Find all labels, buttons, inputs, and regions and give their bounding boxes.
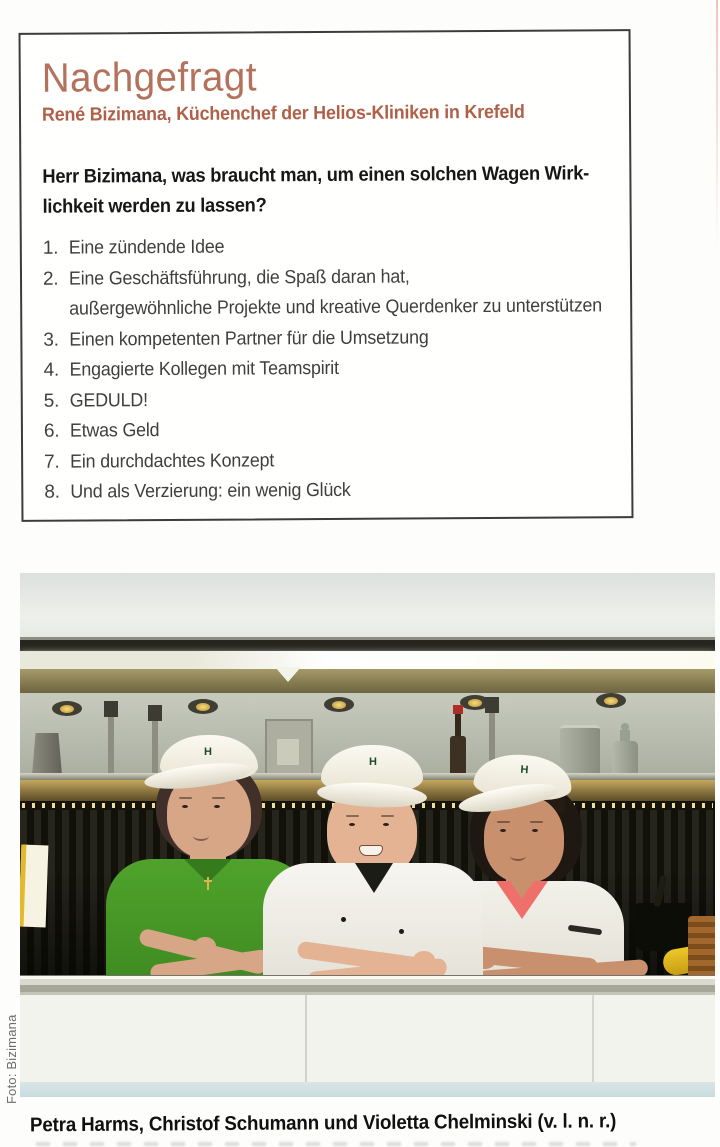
photo-hood-band (20, 669, 715, 693)
list-item (44, 413, 631, 447)
list-item-number: 5. (43, 390, 60, 412)
page-subtitle (42, 100, 629, 128)
list-item-text: Etwas Geld (69, 420, 160, 442)
list-item-number: 7. (44, 451, 60, 473)
list-item-text: GEDULD! (69, 389, 148, 412)
list-item-number: 8. (44, 481, 60, 503)
jacket-button (399, 929, 404, 934)
list-item-text: Und als Verzierung: ein wenig Glück (70, 479, 351, 503)
list-item-number: 6. (43, 420, 60, 442)
page-title (42, 51, 629, 101)
kitchen-team-photo (20, 573, 715, 1097)
scan-edge-artifact (716, 0, 718, 250)
prop-black-pot (635, 903, 691, 951)
downlight-icon (324, 697, 354, 712)
helios-cap-logo: H (204, 746, 212, 758)
list-item-text: Einen kompetenten Partner für die Umsetzung (69, 326, 429, 351)
list-item (44, 444, 631, 478)
question-line-2: lichkeit werden zu lassen? (42, 194, 267, 218)
photo-caption (30, 1108, 710, 1139)
photo-counter-base (20, 1082, 715, 1097)
photo-hood-reflection (275, 667, 301, 682)
interview-question (42, 158, 629, 222)
helios-cap-logo: H (520, 763, 529, 777)
counter-seam (592, 995, 594, 1082)
prop-menu-card (20, 845, 48, 928)
page-title-text: Nachgefragt (41, 53, 258, 101)
photo-caption-text: Petra Harms, Christof Schumann und Violetta Chelminski (v. l. n. r.) (29, 1110, 617, 1137)
cropped-text-hint (36, 1142, 636, 1146)
list-item (44, 474, 631, 508)
cross-necklace-icon (207, 877, 209, 890)
hand (413, 951, 435, 969)
list-item (43, 352, 630, 386)
photo-credit: Foto: Bizimana (4, 1014, 19, 1104)
list-item-number: 2. (42, 268, 59, 290)
question-line-1: Herr Bizimana, was braucht man, um einen solchen Wagen Wirk- (42, 162, 589, 188)
photo-wall (20, 573, 715, 637)
downlight-icon (596, 693, 626, 708)
hand (194, 937, 216, 955)
jacket-button (341, 917, 346, 922)
helios-cap-logo: H (369, 756, 377, 768)
photo-hood-slot (20, 637, 715, 651)
person-christof-schumann (263, 745, 483, 985)
list-item-number: 3. (43, 329, 59, 351)
counter-seam (305, 995, 307, 1082)
answer-list (43, 230, 632, 508)
list-item-text: Eine zündende Idee (68, 236, 225, 259)
list-item-number: 4. (43, 359, 60, 381)
photo-counter-edge (20, 975, 715, 996)
list-item-number: 1. (42, 237, 59, 259)
list-item (43, 230, 630, 264)
list-item-text: Ein durchdachtes Konzept (70, 449, 275, 473)
list-item-text-line2: außergewöhnliche Projekte und kreative Querdenker zu unterstützen (69, 295, 603, 320)
page-subtitle-text: René Bizimana, Küchenchef der Helios-Kliniken in Krefeld (41, 101, 525, 126)
photo-counter-front (20, 995, 715, 1082)
interview-box (19, 29, 634, 522)
list-item (43, 261, 630, 326)
downlight-icon (52, 701, 82, 716)
downlight-icon (188, 699, 218, 714)
list-item-text: Eine Geschäftsführung, die Spaß daran hat, (68, 265, 410, 290)
list-item-text: Engagierte Kollegen mit Teamspirit (69, 357, 339, 381)
list-item (43, 322, 630, 356)
list-item (44, 383, 631, 417)
prop-cup (32, 733, 62, 775)
prop-basket (688, 916, 715, 978)
photo-fluorescent-light (20, 651, 715, 669)
